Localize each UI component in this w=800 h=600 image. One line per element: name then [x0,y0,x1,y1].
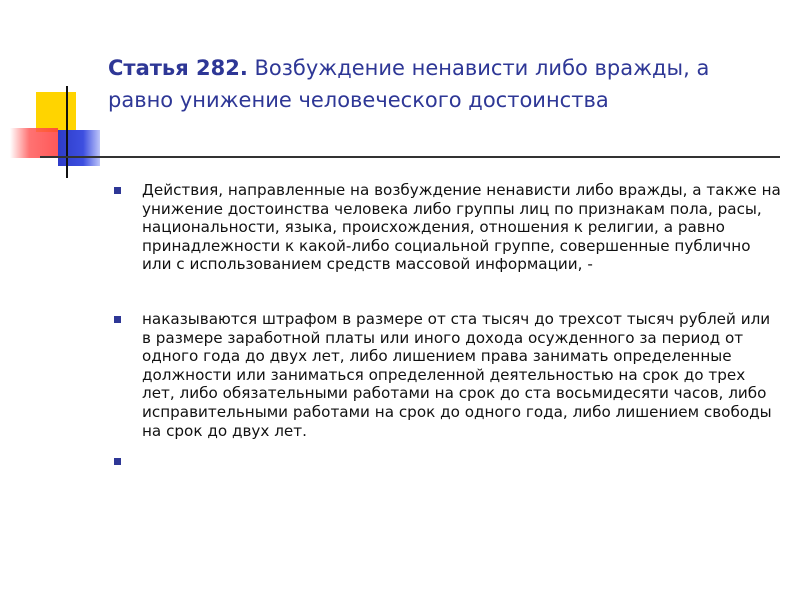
bullet-item-punishment [112,310,782,440]
square-bullet-icon [114,187,121,194]
title-article-number: Статья 282. [108,56,248,80]
square-bullet-icon [114,316,121,323]
square-bullet-icon [114,458,121,465]
decorative-yellow-square [36,92,76,132]
title-text: Возбуждение ненависти либо вражды, а равно унижение человеческого достоинства [108,56,710,112]
bullet-text: Действия, направленные на возбуждение ненависти либо вражды, а также на унижение достоинства человека либо группы лиц по признакам пола, расы, национальности, языка, происхождения, отношения к религии, а равно принадлежности к какой-либо социальной группе, совершенные публично или с использованием средств массовой информации, - [142,181,781,274]
slide-content [112,181,782,470]
bullet-item-empty [112,452,782,470]
title-underline [40,156,780,158]
slide-title [108,52,768,116]
decorative-blue-square [58,130,100,166]
bullet-text: наказываются штрафом в размере от ста тысяч до трехсот тысяч рублей или в размере заработной платы или иного дохода осужденного за период от одного года до двух лет, либо лишением права занимать определенные должности или заниматься определенной деятельностью на срок до трех лет, либо обязательными работами на срок до ста восьмидесяти часов, либо исправительными работами на срок до одного года, либо лишением свободы на срок до двух лет. [142,309,772,440]
decorative-vertical-line [66,86,68,178]
bullet-item-actions [112,181,782,274]
decorative-red-square [10,128,58,158]
